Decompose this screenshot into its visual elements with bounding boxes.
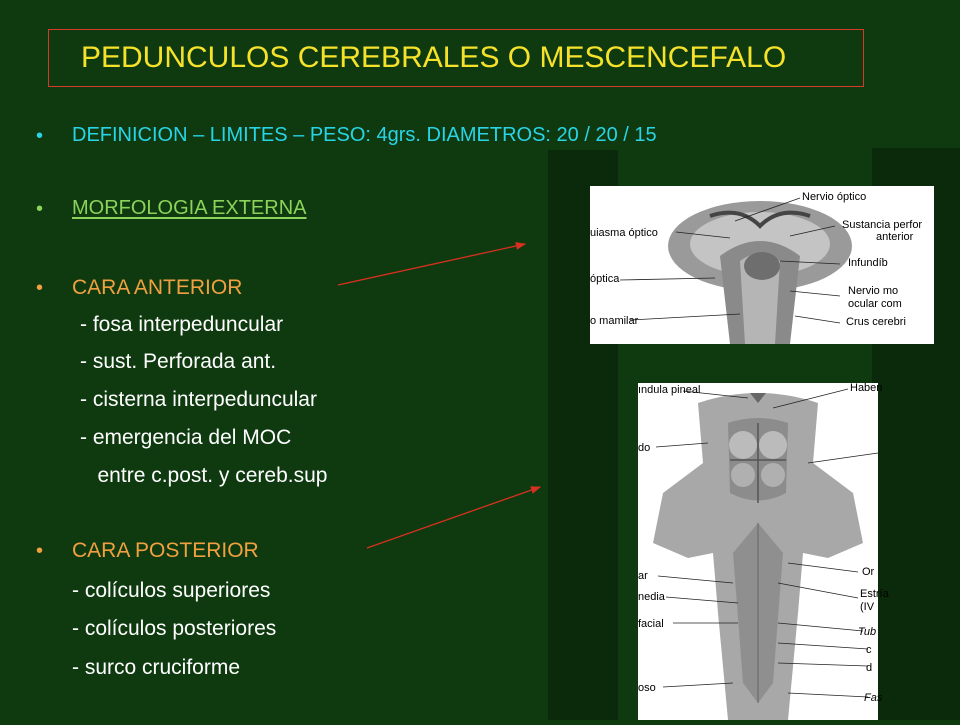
figure-label: Or	[862, 566, 875, 578]
figure-label: Nervio óptico	[802, 191, 867, 203]
figure-label: ındula pineal	[638, 384, 701, 396]
anterior-item: - cisterna interpeduncular	[80, 388, 317, 411]
figure-label: óptica	[590, 273, 620, 285]
bullet-marker: •	[36, 198, 44, 220]
posterior-item: - colículos posteriores	[72, 617, 277, 640]
figure-label: Estría	[860, 588, 889, 600]
figure-label: Nervio mo	[848, 285, 899, 297]
bullet-marker: •	[36, 540, 44, 562]
figure-label: facial	[638, 618, 664, 630]
arrow-to-posterior-figure	[367, 487, 540, 548]
figure-label: Crus cerebri	[846, 316, 906, 328]
figure-label: c	[866, 644, 872, 656]
cara-anterior-heading: CARA ANTERIOR	[72, 276, 243, 299]
posterior-item: - surco cruciforme	[72, 656, 241, 679]
arrow-to-anterior-figure	[338, 244, 525, 285]
bullet-marker: •	[36, 277, 44, 299]
page-title-text: PEDUNCULOS CEREBRALES O MESCENCEFALO	[81, 41, 787, 74]
figure-label: Fas	[864, 692, 883, 704]
posterior-item: - colículos superiores	[72, 579, 271, 602]
figure-label: do	[638, 442, 651, 454]
figure-label: Tub	[858, 626, 877, 638]
anterior-item: - fosa interpeduncular	[80, 313, 284, 336]
anterior-item: entre c.post. y cereb.sup	[80, 464, 328, 487]
anterior-item: - emergencia del MOC	[80, 426, 292, 449]
figure-label: nedia	[638, 591, 665, 603]
figure-label: Haben	[850, 382, 883, 394]
figure-label: uiasma óptico	[590, 227, 658, 239]
figure-label: (IV	[860, 601, 875, 613]
definition-bullet: DEFINICION – LIMITES – PESO: 4grs. DIAMETROS: 20 / 20 / 15	[72, 124, 657, 146]
figure-label: oso	[638, 682, 656, 694]
figure-label: ocular com	[848, 298, 902, 310]
figure-label: d	[866, 662, 873, 674]
bullet-marker: •	[36, 125, 44, 147]
figure-label: Infundíb	[848, 257, 888, 269]
cara-posterior-heading: CARA POSTERIOR	[72, 539, 259, 562]
figure-label: ar	[638, 570, 648, 582]
morfologia-link[interactable]: MORFOLOGIA EXTERNA	[72, 197, 307, 219]
figure-label: anterior	[876, 231, 914, 243]
anterior-item: - sust. Perforada ant.	[80, 350, 277, 373]
figure-label: Sustancia perfor	[842, 219, 923, 231]
figure-label: o mamilar	[590, 315, 639, 327]
